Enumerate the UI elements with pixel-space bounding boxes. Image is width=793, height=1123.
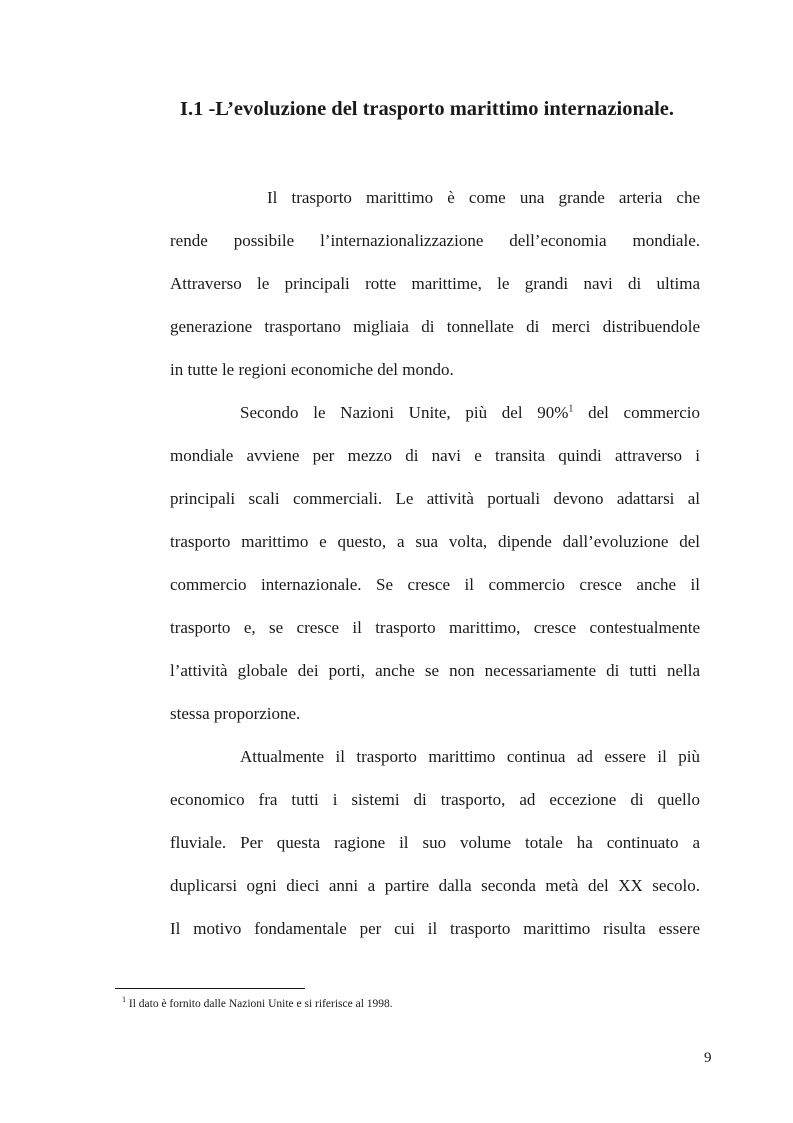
paragraph-2-line: mondiale avviene per mezzo di navi e transita quindi attraverso i (170, 446, 700, 465)
paragraph-2-line: stessa proporzione. (170, 704, 301, 723)
paragraph-1-line: generazione trasportano migliaia di tonnellate di merci distribuendole (170, 317, 700, 336)
paragraph-1-line: in tutte le regioni economiche del mondo. (170, 360, 454, 379)
footnote (122, 995, 393, 1013)
paragraph-1 (170, 176, 700, 391)
paragraph-3-line: economico fra tutti i sistemi di trasporto, ad eccezione di quello (170, 790, 700, 809)
paragraph-3-line: fluviale. Per questa ragione il suo volume totale ha continuato a (170, 833, 700, 852)
footnote-marker: 1 (122, 995, 126, 1005)
paragraph-3 (170, 735, 700, 950)
paragraph-1-line: Il trasporto marittimo è come una grande arteria che (267, 188, 700, 207)
page-number: 9 (704, 1050, 712, 1066)
paragraph-2-line: l’attività globale dei porti, anche se non necessariamente di tutti nella (170, 661, 700, 680)
paragraph-1-line: rende possibile l’internazionalizzazione dell’economia mondiale. (170, 231, 700, 250)
footnote-reference[interactable]: 1 (568, 403, 574, 415)
paragraph-2-line: commercio internazionale. Se cresce il commercio cresce anche il (170, 575, 700, 594)
footnote-divider (115, 988, 305, 989)
body-text (170, 176, 700, 950)
paragraph-1-line: Attraverso le principali rotte marittime, le grandi navi di ultima (170, 274, 700, 293)
paragraph-2-first-line (170, 391, 700, 434)
paragraph-2-line: principali scali commerciali. Le attività portuali devono adattarsi al (170, 489, 700, 508)
section-heading: I.1 -L’evoluzione del trasporto marittimo internazionale. (180, 98, 675, 120)
paragraph-3-line: Il motivo fondamentale per cui il trasporto marittimo risulta essere (170, 919, 700, 938)
paragraph-3-line: Attualmente il trasporto marittimo continua ad essere il più (240, 747, 700, 766)
paragraph-3-line: duplicarsi ogni dieci anni a partire dalla seconda metà del XX secolo. (170, 876, 700, 895)
paragraph-2-text: del commercio (573, 403, 700, 422)
footnote-text: Il dato è fornito dalle Nazioni Unite e si riferisce al 1998. (126, 998, 393, 1010)
paragraph-2-line: trasporto marittimo e questo, a sua volta, dipende dall’evoluzione del (170, 532, 700, 551)
paragraph-2-text: Secondo le Nazioni Unite, più del 90% (240, 403, 569, 422)
paragraph-2-line: trasporto e, se cresce il trasporto marittimo, cresce contestualmente (170, 618, 700, 637)
paragraph-2 (170, 391, 700, 735)
